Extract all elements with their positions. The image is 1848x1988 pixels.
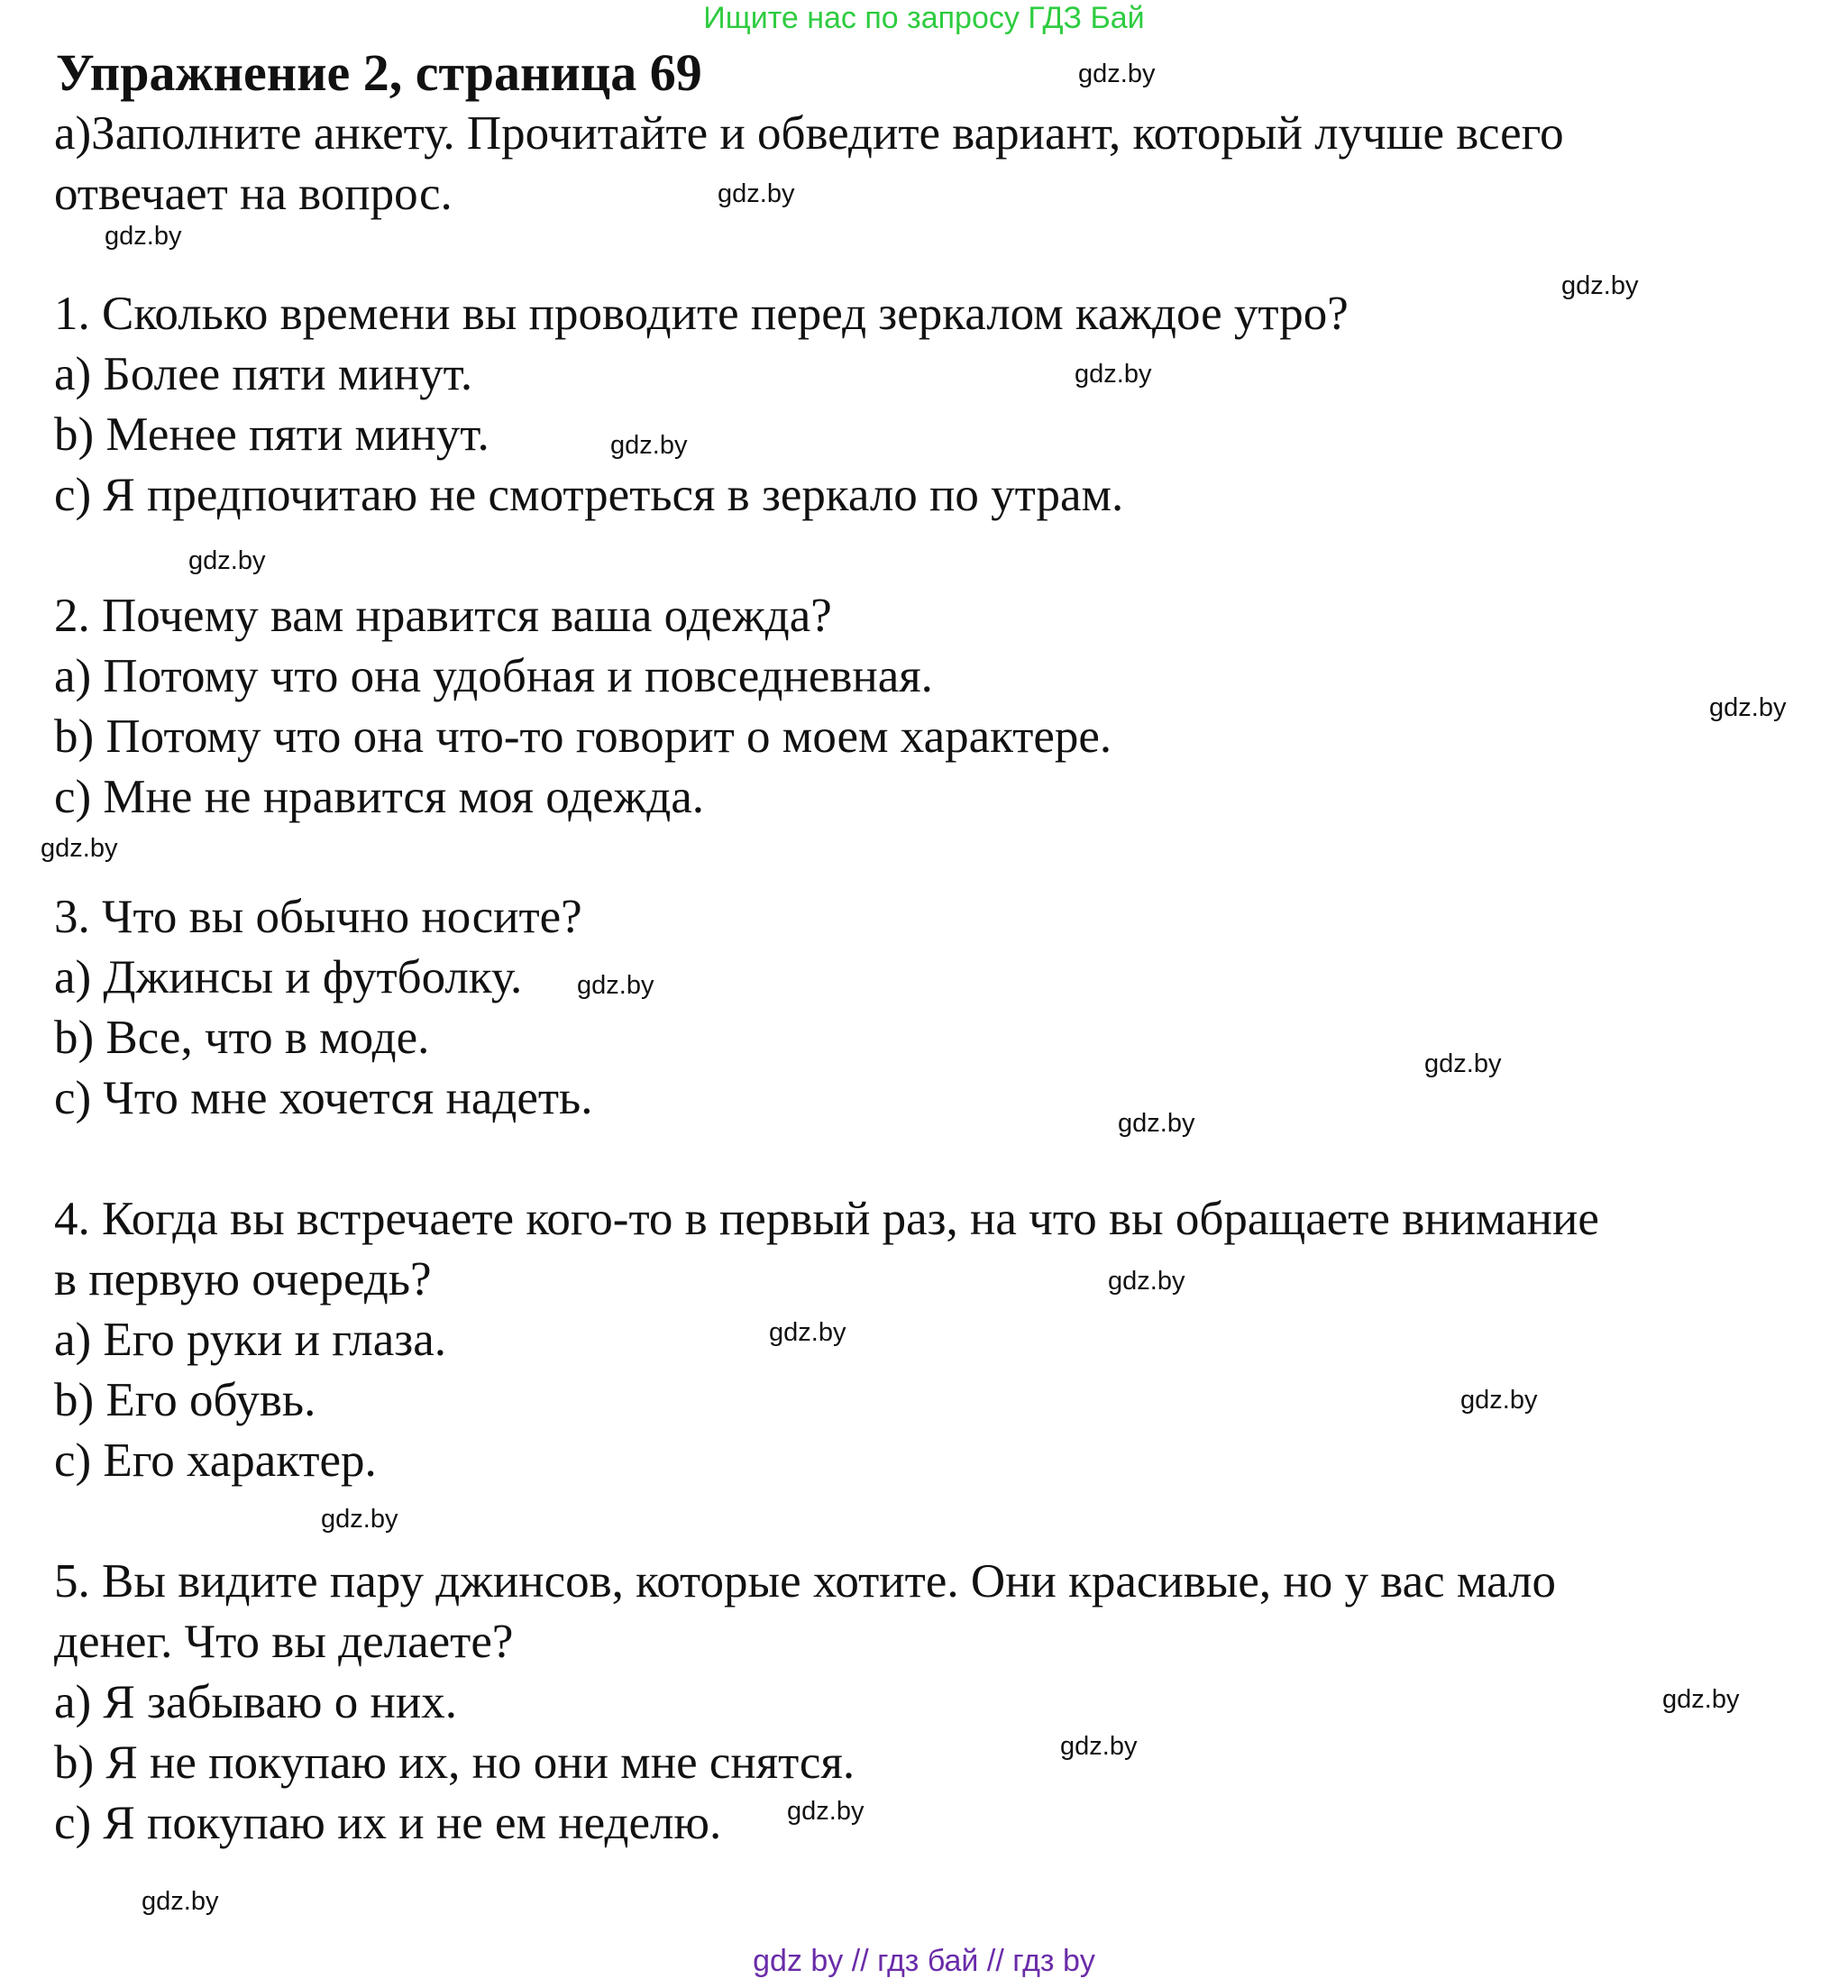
watermark: gdz.by xyxy=(769,1318,846,1347)
q4-option-a: a) Его руки и глаза. xyxy=(54,1314,446,1366)
q3-option-c: c) Что мне хочется надеть. xyxy=(54,1072,593,1124)
question-5-line-1: 5. Вы видите пару джинсов, которые хотите. Они красивые, но у вас мало xyxy=(54,1555,1557,1608)
question-4-line-1: 4. Когда вы встречаете кого-то в первый раз, на что вы обращаете внимание xyxy=(54,1193,1599,1245)
intro-line-1: a)Заполните анкету. Прочитайте и обведите вариант, который лучше всего xyxy=(54,107,1564,160)
question-2: 2. Почему вам нравится ваша одежда? xyxy=(54,590,832,642)
watermark: gdz.by xyxy=(1662,1685,1740,1714)
q5-option-b: b) Я не покупаю их, но они мне снятся. xyxy=(54,1736,855,1789)
q3-option-b: b) Все, что в моде. xyxy=(54,1012,430,1064)
q2-option-a: a) Потому что она удобная и повседневная. xyxy=(54,650,933,702)
watermark: gdz.by xyxy=(577,971,654,1000)
watermark: gdz.by xyxy=(188,546,266,575)
question-5-line-2: денег. Что вы делаете? xyxy=(54,1616,514,1668)
q3-option-a: a) Джинсы и футболку. xyxy=(54,951,523,1003)
watermark: gdz.by xyxy=(1561,271,1639,300)
question-1: 1. Сколько времени вы проводите перед зеркалом каждое утро? xyxy=(54,288,1349,340)
q2-option-b: b) Потому что она что-то говорит о моем характере. xyxy=(54,710,1112,763)
watermark: gdz.by xyxy=(718,179,795,208)
watermark: gdz.by xyxy=(1118,1109,1195,1138)
watermark: gdz.by xyxy=(787,1797,865,1826)
question-3: 3. Что вы обычно носите? xyxy=(54,891,582,943)
watermark: gdz.by xyxy=(1424,1049,1502,1078)
watermark: gdz.by xyxy=(41,834,118,863)
watermark: gdz.by xyxy=(1075,360,1152,389)
intro-line-2: отвечает на вопрос. xyxy=(54,168,453,220)
watermark: gdz.by xyxy=(1108,1267,1185,1296)
watermark: gdz.by xyxy=(321,1505,398,1534)
footer-links: gdz by // гдз бай // гдз by xyxy=(753,1944,1095,1978)
q4-option-b: b) Его обувь. xyxy=(54,1374,316,1426)
page-title: Упражнение 2, страница 69 xyxy=(56,43,702,102)
q1-option-a: a) Более пяти минут. xyxy=(54,348,473,400)
question-4-line-2: в первую очередь? xyxy=(54,1253,432,1305)
watermark: gdz.by xyxy=(1709,693,1787,722)
watermark: gdz.by xyxy=(142,1887,219,1916)
top-banner: Ищите нас по запросу ГДЗ Бай xyxy=(703,1,1145,35)
watermark: gdz.by xyxy=(610,431,688,460)
q5-option-a: a) Я забываю о них. xyxy=(54,1676,457,1728)
watermark: gdz.by xyxy=(1078,60,1156,88)
watermark: gdz.by xyxy=(1060,1732,1138,1761)
q1-option-c: c) Я предпочитаю не смотреться в зеркало по утрам. xyxy=(54,469,1124,521)
q1-option-b: b) Менее пяти минут. xyxy=(54,408,489,461)
q5-option-c: c) Я покупаю их и не ем неделю. xyxy=(54,1797,722,1849)
q2-option-c: c) Мне не нравится моя одежда. xyxy=(54,771,705,823)
q4-option-c: c) Его характер. xyxy=(54,1434,377,1487)
watermark: gdz.by xyxy=(105,222,182,251)
watermark: gdz.by xyxy=(1460,1386,1538,1415)
